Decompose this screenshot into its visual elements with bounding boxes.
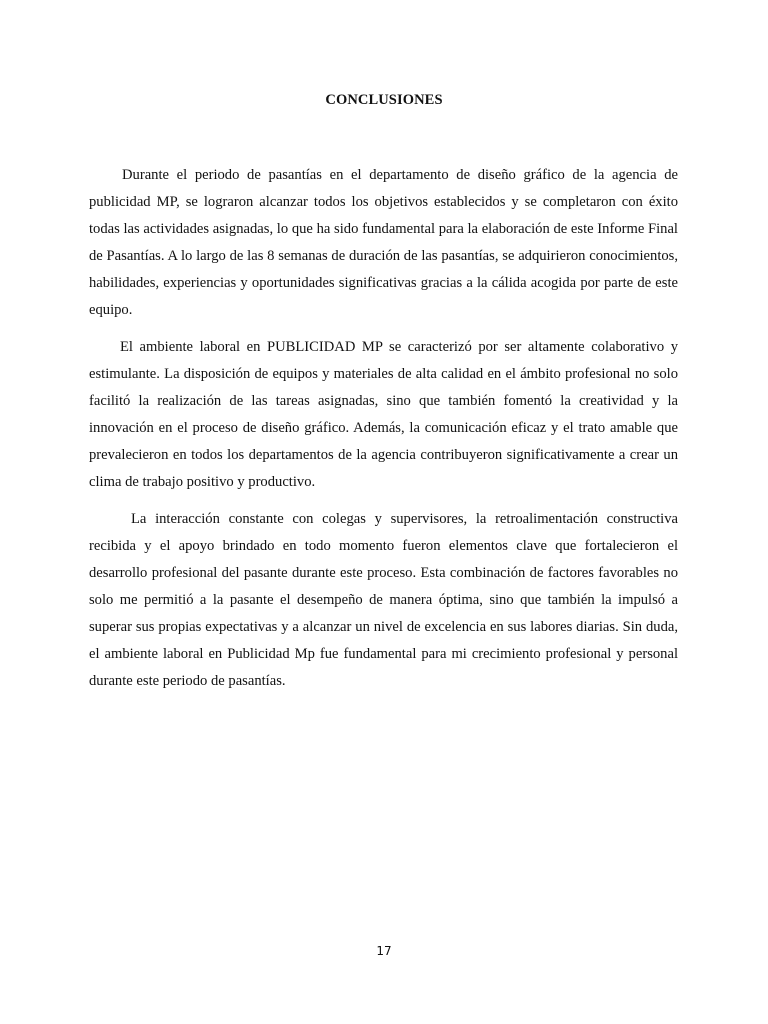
body-text (89, 162, 678, 705)
page-title: CONCLUSIONES (325, 92, 443, 108)
paragraph-1: Durante el periodo de pasantías en el departamento de diseño gráfico de la agencia de publicidad MP, se lograron alcanzar todos los objetivos establecidos y se completaron con éxito todas las actividades asignadas, lo que ha sido fundamental para la elaboración de este Informe Final de Pasantías. A lo largo de las 8 semanas de duración de las pasantías, se adquirieron conocimientos, habilidades, experiencias y oportunidades significativas gracias a la cálida acogida por parte de este equipo. (89, 167, 678, 318)
paragraph-2: El ambiente laboral en PUBLICIDAD MP se caracterizó por ser altamente colaborativo y estimulante. La disposición de equipos y materiales de alta calidad en el ámbito profesional no solo facilitó la realización de las tareas asignadas, sino que también fomentó la creatividad y la innovación en el proceso de diseño gráfico. Además, la comunicación eficaz y el trato amable que prevalecieron en todos los departamentos de la agencia contribuyeron significativamente a crear un clima de trabajo positivo y productivo. (89, 339, 678, 490)
page-number: 17 (376, 944, 392, 958)
paragraph-3: La interacción constante con colegas y supervisores, la retroalimentación constructiva recibida y el apoyo brindado en todo momento fueron elementos clave que fortalecieron el desarrollo profesional del pasante durante este proceso. Esta combinación de factores favorables no solo me permitió a la pasante el desempeño de manera óptima, sino que también la impulsó a superar sus propias expectativas y a alcanzar un nivel de excelencia en sus labores diarias. Sin duda, el ambiente laboral en Publicidad Mp fue fundamental para mi crecimiento profesional y personal durante este periodo de pasantías. (89, 511, 678, 689)
